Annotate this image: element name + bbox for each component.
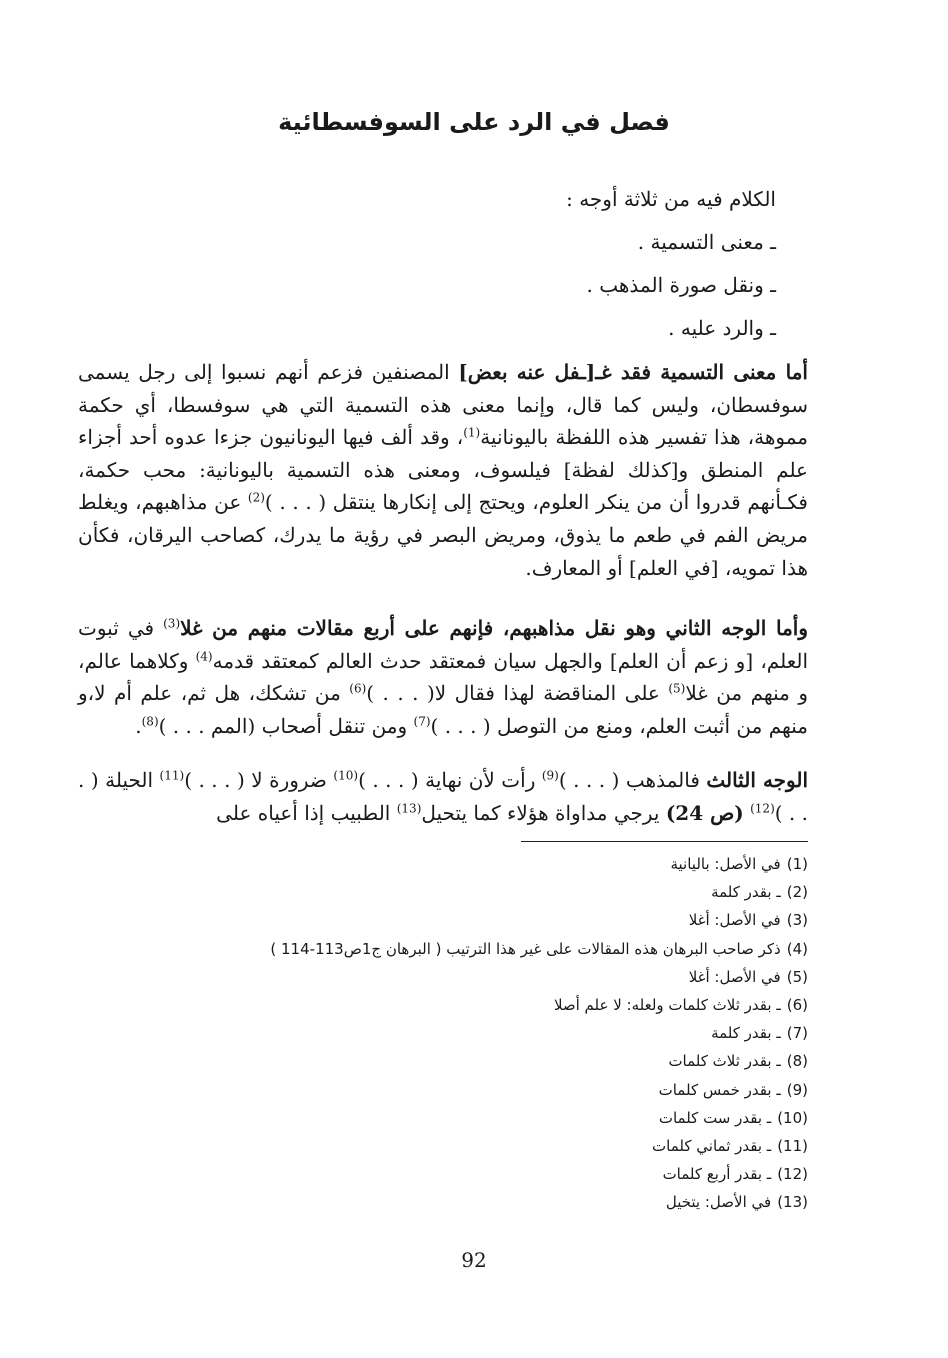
footnote-text: في الأصل: أغلا bbox=[688, 911, 781, 930]
footnote-ref: (8) bbox=[141, 714, 159, 729]
intro-line: ـ ونقل صورة المذهب . bbox=[586, 273, 776, 297]
footnote bbox=[78, 1188, 808, 1216]
footnote bbox=[78, 963, 808, 991]
footnote-number: (13) bbox=[777, 1193, 808, 1212]
footnote-ref: (7) bbox=[413, 714, 431, 729]
footnote-number: (8) bbox=[786, 1052, 808, 1071]
paragraph-text: رأت لأن نهاية ( . . . ) bbox=[358, 768, 542, 792]
footnotes-list bbox=[78, 850, 808, 1216]
paragraph-lead: وأما الوجه الثاني وهو نقل مذاهبهم، فإنهم على أربع مقالات منهم من غلا bbox=[180, 616, 808, 640]
footnote-ref: (9) bbox=[541, 768, 559, 783]
paragraph-text: فالمذهب ( . . . ) bbox=[558, 768, 707, 792]
paragraph-text: عن مذاهبهم، ويغلط مريض الفم في طعم ما يذوق، ومريض البصر في رؤية ما يدرك، كصاحب اليرقان، فكأن هذا تمويه، [في العلم] أو المعارف. bbox=[78, 490, 808, 580]
footnote-text: ـ بقدر خمس كلمات bbox=[658, 1080, 781, 1099]
footnote-text: في الأصل: أغلا bbox=[688, 967, 781, 986]
footnote-text: ـ بقدر أربع كلمات bbox=[662, 1165, 772, 1184]
footnote-ref: (3) bbox=[163, 616, 181, 631]
footnote-ref: (2) bbox=[247, 490, 265, 505]
paragraph-text: في ثبوت العلم، [و زعم أن العلم] والجهل سيان فمعتقد حدث العالم كمعتقد قدمه bbox=[78, 616, 808, 673]
footnote bbox=[78, 1019, 808, 1047]
footnote-number: (1) bbox=[786, 855, 808, 873]
footnote bbox=[78, 878, 808, 906]
footnote bbox=[78, 991, 808, 1019]
paragraph-third-aspect bbox=[78, 764, 808, 829]
paragraph-text: الطبيب إذا أعياه على bbox=[216, 800, 397, 825]
intro-line: ـ معنى التسمية . bbox=[637, 230, 776, 254]
footnote bbox=[78, 906, 808, 934]
footnote bbox=[78, 1047, 808, 1075]
paragraph-text: ، وقد ألف فيها اليونانيون جزءا عدوه أحد أجزاء علم المنطق و[كذلك لفظة] فيلسوف، ومعنى هذه التسمية باليونانية: محب حكمة، فكـأنهم قدروا أن من ينكر العلوم، ويحتج إلى إنكارها ينتقل ( . . . ) bbox=[78, 425, 808, 515]
paragraph-text: وكلاهما عالم، و منهم من غلا bbox=[78, 648, 808, 706]
footnote bbox=[78, 1160, 808, 1188]
paragraph-text: . bbox=[135, 713, 142, 738]
footnote-ref: (12) bbox=[750, 800, 775, 815]
footnote-text: في الأصل: يتخيل bbox=[665, 1193, 772, 1212]
page-number: 92 bbox=[461, 1248, 487, 1272]
footnote-ref: (1) bbox=[463, 425, 481, 440]
footnote bbox=[78, 935, 808, 963]
page-title: فصل في الرد على السوفسطائية bbox=[278, 108, 670, 136]
footnote-text: ـ بقدر ثلاث كلمات bbox=[668, 1052, 781, 1071]
footnote bbox=[78, 1104, 808, 1132]
footnote-number: (2) bbox=[786, 883, 808, 902]
footnote-number: (3) bbox=[786, 911, 808, 930]
paragraph-naming bbox=[78, 356, 808, 584]
footnote-text: ـ بقدر ثلاث كلمات ولعله: لا علم أصلا bbox=[553, 995, 781, 1014]
footnote-number: (5) bbox=[786, 967, 808, 986]
footnote-number: (12) bbox=[777, 1165, 808, 1184]
footnote-ref: (5) bbox=[668, 681, 686, 696]
footnote-number: (9) bbox=[786, 1080, 808, 1099]
paragraph-text: الحيلة ( . . . ) bbox=[78, 768, 808, 825]
footnote bbox=[78, 1076, 808, 1104]
paragraph-text: ضرورة لا ( . . . ) bbox=[184, 768, 334, 792]
footnote-text: ـ بقدر كلمة bbox=[711, 1024, 781, 1043]
paragraph-lead: أما معنى التسمية فقد غـ[ـفل عنه بعض] bbox=[458, 360, 808, 384]
paragraph-text: من تشكك، هل ثم، علم أم لا،و منهم من أثبت العلم، ومنع من التوصل ( . . . ) bbox=[78, 681, 808, 738]
footnote-text: ذكر صاحب البرهان هذه المقالات على غير هذا الترتيب ( البرهان ج1ص113-114 ) bbox=[270, 939, 781, 958]
footnote-text: ـ بقدر ست كلمات bbox=[658, 1108, 772, 1127]
paragraph-lead: الوجه الثالث bbox=[706, 768, 809, 792]
footnote-number: (4) bbox=[786, 939, 808, 958]
footnote bbox=[78, 850, 808, 878]
footnote-ref: (10) bbox=[333, 768, 359, 783]
footnote-ref: (11) bbox=[159, 768, 185, 783]
intro-list bbox=[136, 178, 776, 350]
footnote-ref: (13) bbox=[396, 800, 422, 815]
footnote-number: (11) bbox=[777, 1136, 808, 1155]
footnote-ref: (6) bbox=[349, 681, 367, 696]
footnote-divider bbox=[521, 841, 808, 842]
intro-line: الكلام فيه من ثلاثة أوجه : bbox=[566, 187, 776, 211]
footnote-text: ـ بقدر ثماني كلمات bbox=[652, 1136, 772, 1155]
footnote-ref: (4) bbox=[195, 648, 213, 663]
page-reference: (ص 24) bbox=[665, 800, 744, 825]
paragraph-text: على المناقضة لهذا فقال لا( . . . ) bbox=[366, 681, 669, 706]
footnote-number: (6) bbox=[786, 995, 808, 1014]
intro-line: ـ والرد عليه . bbox=[668, 316, 776, 340]
paragraph-text: يرجي مداواة هؤلاء كما يتحيل bbox=[421, 800, 666, 825]
footnote bbox=[78, 1132, 808, 1160]
footnote-number: (7) bbox=[786, 1024, 808, 1043]
footnote-text: ـ بقدر كلمة bbox=[711, 883, 781, 902]
paragraph-text: ومن تنقل أصحاب (المم . . . ) bbox=[158, 713, 414, 738]
footnote-number: (10) bbox=[777, 1108, 808, 1127]
paragraph-doctrines bbox=[78, 612, 808, 742]
paragraph-text: المصنفين فزعم أنهم نسبوا إلى رجل يسمى سوفسطان، وليس كما قال، وإنما معنى هذه التسمية التي هي سوفسطا، أي حكمة مموهة، هذا تفسير هذه اللفظة باليونانية bbox=[78, 360, 808, 450]
footnote-text: في الأصل: باليانية bbox=[670, 855, 781, 873]
